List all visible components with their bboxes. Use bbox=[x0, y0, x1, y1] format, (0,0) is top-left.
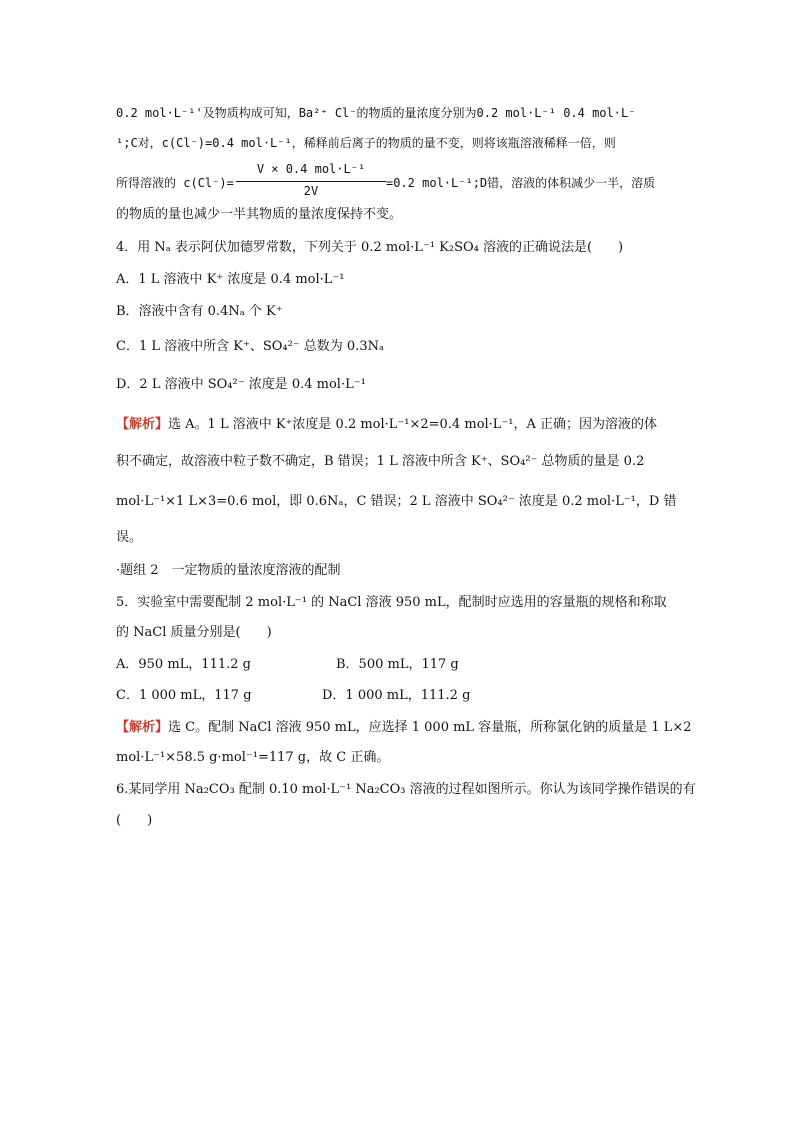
question-5-option-c: C．1 000 mL，117 g bbox=[116, 688, 252, 703]
question-4-option-b: B．溶液中含有 0.4Nₐ 个 K⁺ bbox=[116, 304, 283, 319]
analysis-5-line bbox=[116, 718, 692, 738]
paragraph-line: 的物质的量也减少一半其物质的量浓度保持不变。 bbox=[116, 207, 403, 222]
question-4-stem: 4．用 Nₐ 表示阿伏加德罗常数，下列关于 0.2 mol·L⁻¹ K₂SO₄ 溶液的正确说法是( ) bbox=[116, 240, 624, 255]
analysis-4-line: 误。 bbox=[116, 530, 143, 545]
analysis-4-line: mol·L⁻¹×1 L×3=0.6 mol，即 0.6Nₐ，C 错误；2 L 溶液中 SO₄²⁻ 浓度是 0.2 mol·L⁻¹，D 错 bbox=[116, 494, 677, 509]
analysis-tag: 【解析】 bbox=[116, 720, 169, 735]
question-5-option-d: D．1 000 mL，111.2 g bbox=[322, 688, 471, 703]
paragraph-line: 所得溶液的 c(Cl⁻)= bbox=[116, 176, 234, 190]
fraction-bar bbox=[236, 181, 386, 182]
question-5-stem: 5．实验室中需要配制 2 mol·L⁻¹ 的 NaCl 溶液 950 mL，配制时应选用的容量瓶的规格和称取 bbox=[116, 595, 667, 610]
fraction-denominator: 2V bbox=[303, 184, 319, 198]
paragraph-line: =0.2 mol·L⁻¹;D错，溶液的体积减少一半，溶质 bbox=[386, 176, 656, 190]
paragraph-line: ¹;C对，c(Cl⁻)=0.4 mol·L⁻¹，稀释前后离子的物质的量不变，则将该瓶溶液稀释一倍，则 bbox=[116, 136, 616, 150]
analysis-4-line bbox=[116, 415, 686, 435]
question-4-option-c: C．1 L 溶液中所含 K⁺、SO₄²⁻ 总数为 0.3Nₐ bbox=[116, 339, 384, 354]
question-6-stem: ( ) bbox=[116, 813, 153, 828]
question-4-option-a: A．1 L 溶液中 K⁺ 浓度是 0.4 mol·L⁻¹ bbox=[116, 272, 345, 287]
fraction-numerator: V × 0.4 mol·L⁻¹ bbox=[256, 162, 366, 176]
question-4-option-d: D．2 L 溶液中 SO₄²⁻ 浓度是 0.4 mol·L⁻¹ bbox=[116, 377, 366, 392]
analysis-5-line: mol·L⁻¹×58.5 g·mol⁻¹=117 g，故 C 正确。 bbox=[116, 750, 390, 765]
question-5-option-b: B．500 mL，117 g bbox=[336, 657, 459, 672]
analysis-4-line: 积不确定，故溶液中粒子数不确定，B 错误；1 L 溶液中所含 K⁺、SO₄²⁻ 总物质的量是 0.2 bbox=[116, 454, 645, 469]
paragraph-line: 0.2 mol·L⁻¹'及物质构成可知，Ba²⁺ Cl⁻的物质的量浓度分别为0.2 mol·L⁻¹ 0.4 mol·L⁻ bbox=[116, 106, 636, 120]
analysis-text: 选 A。1 L 溶液中 K⁺浓度是 0.2 mol·L⁻¹×2=0.4 mol·L⁻¹，A 正确；因为溶液的体 bbox=[168, 417, 658, 432]
analysis-text: 选 C。配制 NaCl 溶液 950 mL，应选择 1 000 mL 容量瓶，所称氯化钠的质量是 1 L×2 bbox=[168, 720, 692, 735]
question-6-stem: 6.某同学用 Na₂CO₃ 配制 0.10 mol·L⁻¹ Na₂CO₃ 溶液的过程如图所示。你认为该同学操作错误的有 bbox=[116, 782, 696, 797]
section-heading: ·题组 2 一定物质的量浓度溶液的配制 bbox=[116, 563, 341, 578]
analysis-tag: 【解析】 bbox=[116, 417, 169, 432]
question-5-stem: 的 NaCl 质量分别是( ) bbox=[116, 625, 272, 640]
fraction bbox=[236, 162, 386, 206]
question-5-option-a: A．950 mL，111.2 g bbox=[116, 657, 251, 672]
